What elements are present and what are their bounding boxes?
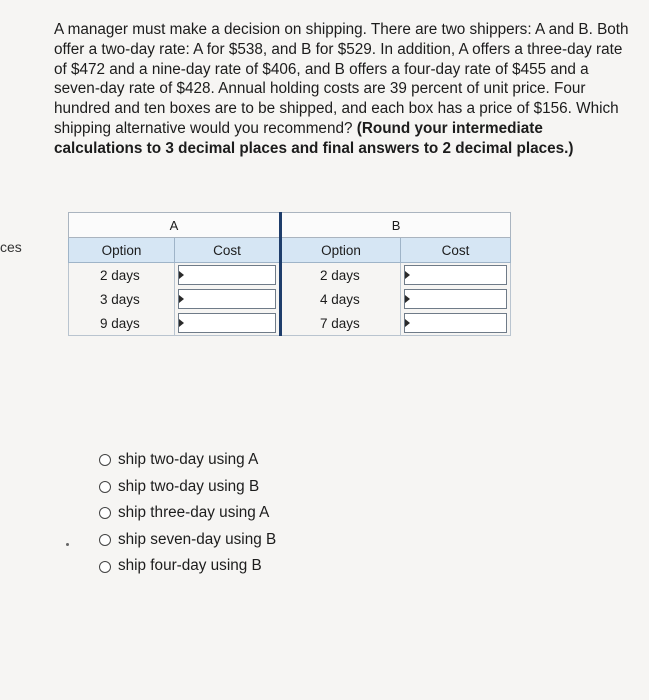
choice-label: ship four-day using B xyxy=(118,557,262,575)
cropped-sidebar-label: ces xyxy=(0,239,22,255)
column-header-cost-b: Cost xyxy=(401,238,511,263)
stray-dot xyxy=(66,543,69,546)
shipper-b-cost-cell xyxy=(401,311,511,336)
shipper-a-option: 3 days xyxy=(69,287,175,311)
shipper-a-option: 2 days xyxy=(69,263,175,288)
choice-label: ship two-day using B xyxy=(118,477,260,495)
radio-button[interactable] xyxy=(99,561,111,573)
shipper-a-cost-cell xyxy=(175,287,281,311)
choice-two-day-b[interactable] xyxy=(99,474,276,501)
shipper-a-header: A xyxy=(69,213,281,238)
radio-button[interactable] xyxy=(99,507,111,519)
column-header-option-b: Option xyxy=(281,238,401,263)
choice-label: ship two-day using A xyxy=(118,451,259,468)
answer-choices xyxy=(99,447,276,580)
shipper-b-option: 7 days xyxy=(281,311,401,336)
choice-three-day-a[interactable] xyxy=(99,500,276,527)
shipper-a-cost-cell xyxy=(175,263,281,288)
column-header-option-a: Option xyxy=(69,238,175,263)
shipper-a-option: 9 days xyxy=(69,311,175,336)
shipper-b-option: 2 days xyxy=(281,263,401,288)
radio-button[interactable] xyxy=(99,534,111,546)
choice-label: ship seven-day using B xyxy=(118,530,277,548)
shipper-a-cost-input[interactable] xyxy=(178,265,276,285)
rounding-instruction: (Round your intermediate calculations to 3 decimal places and final answers to 2 decimal places.) xyxy=(54,119,574,157)
shipping-cost-table xyxy=(68,212,511,336)
choice-four-day-b[interactable] xyxy=(99,553,276,580)
table-row xyxy=(69,287,511,311)
radio-button[interactable] xyxy=(99,481,111,493)
table-row xyxy=(69,311,511,336)
shipper-b-cost-input[interactable] xyxy=(404,289,507,309)
shipper-b-cost-input[interactable] xyxy=(404,265,507,285)
shipper-a-cost-input[interactable] xyxy=(178,313,276,333)
question-text xyxy=(54,20,629,159)
radio-button[interactable] xyxy=(99,454,111,466)
choice-two-day-a[interactable] xyxy=(99,447,276,474)
shipper-b-option: 4 days xyxy=(281,287,401,311)
shipper-b-cost-cell xyxy=(401,263,511,288)
shipper-a-cost-input[interactable] xyxy=(178,289,276,309)
choice-seven-day-b[interactable] xyxy=(99,527,276,554)
shipper-b-cost-input[interactable] xyxy=(404,313,507,333)
shipper-b-header: B xyxy=(281,213,511,238)
shipper-b-cost-cell xyxy=(401,287,511,311)
shipper-a-cost-cell xyxy=(175,311,281,336)
question-body: A manager must make a decision on shipping. There are two shippers: A and B. Both offer a two-day rate: A for $538, and B for $529. In addition, A offers a three-day rate of $472 and a nine-day rate of $406, and B offers a four-day rate of $455 and a seven-day rate of $428. Annual holding costs are 39 percent of unit price. Four hundred and ten boxes are to be shipped, and each box has a price of $156. Which shipping alternative would you recommend? xyxy=(54,21,629,137)
table-row xyxy=(69,263,511,288)
choice-label: ship three-day using A xyxy=(118,504,270,522)
column-header-cost-a: Cost xyxy=(175,238,281,263)
